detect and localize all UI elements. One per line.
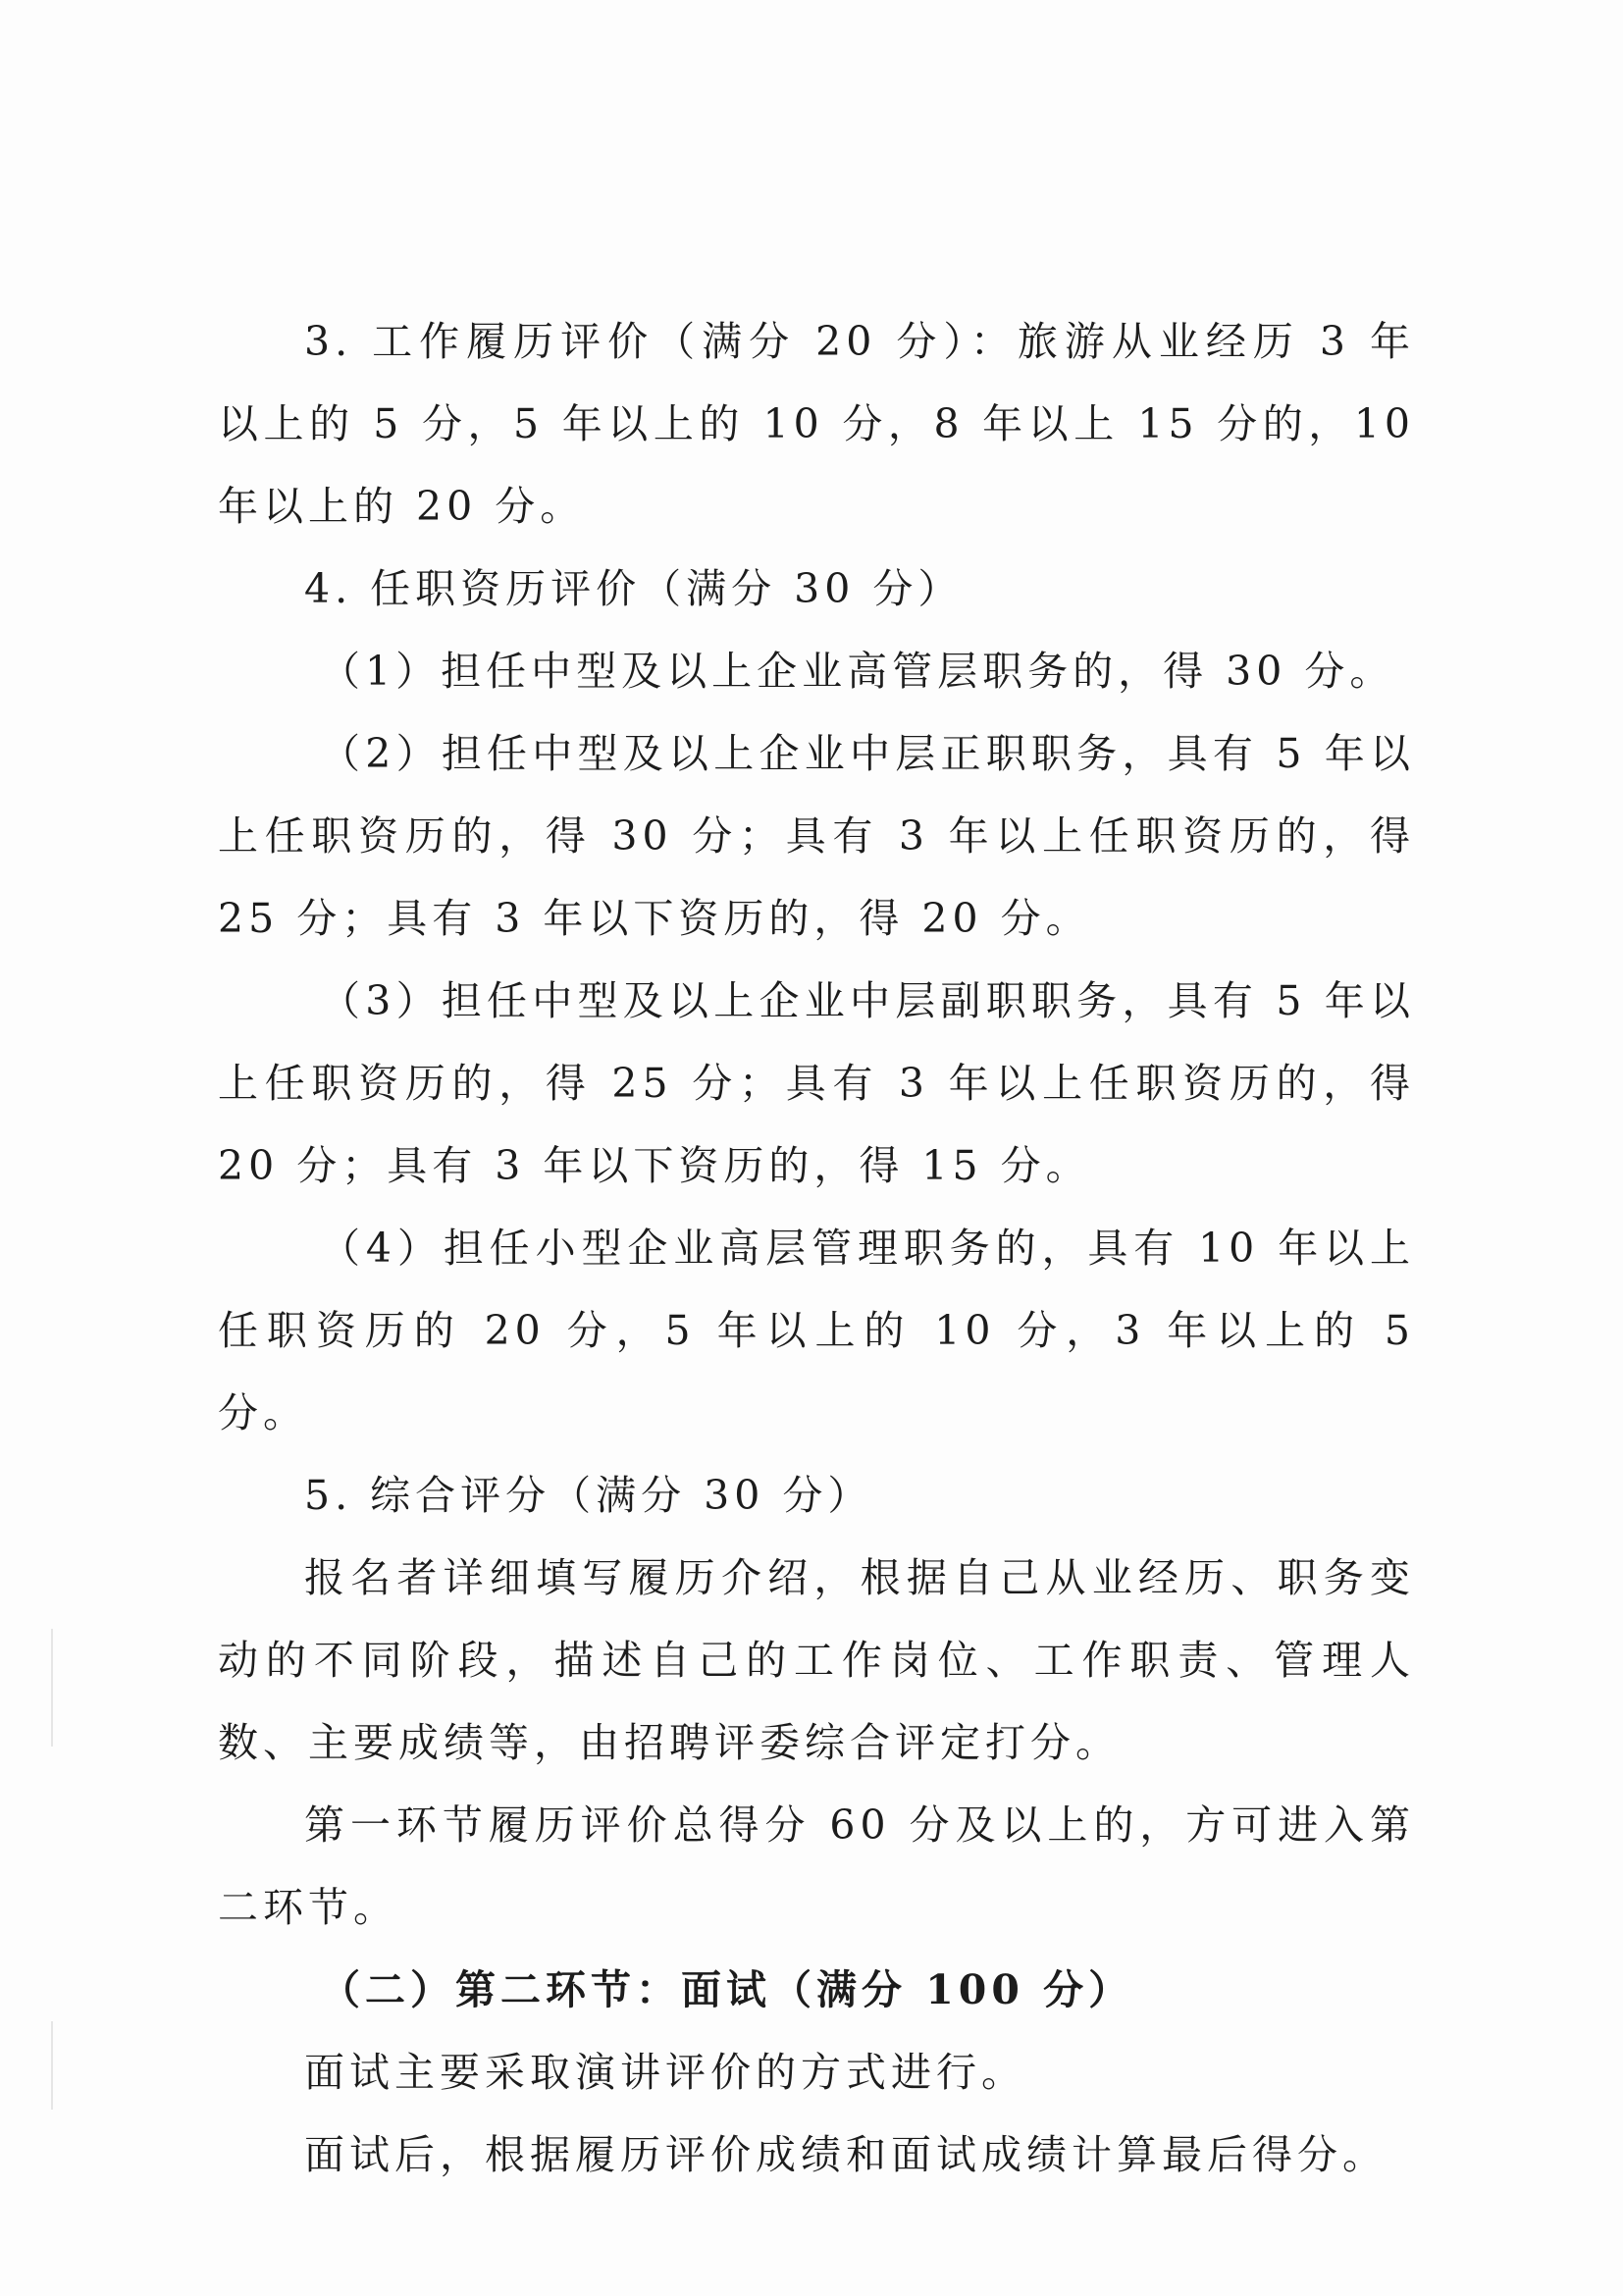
scan-edge-mark — [51, 2021, 53, 2110]
paragraph-item-3: （3）担任中型及以上企业中层副职职务，具有 5 年以上任职资历的，得 25 分；具有 3 年以上任职资历的，得 20 分；具有 3 年以下资历的，得 15 分。 — [218, 977, 1415, 1189]
paragraph-item-1: （1）担任中型及以上企业高管层职务的，得 30 分。 — [320, 648, 1395, 695]
paragraph-work-history-score: 3. 工作履历评价（满分 20 分）：旅游从业经历 3 年以上的 5 分，5 年以上的 10 分，8 年以上 15 分的，10 年以上的 20 分。 — [218, 318, 1415, 530]
paragraph-position-history-heading: 4. 任职资历评价（满分 30 分） — [304, 565, 964, 612]
paragraph-first-stage-threshold: 第一环节履历评价总得分 60 分及以上的，方可进入第二环节。 — [218, 1801, 1415, 1931]
paragraph-comprehensive-score-body: 报名者详细填写履历介绍，根据自己从业经历、职务变动的不同阶段，描述自己的工作岗位、工作职责、管理人数、主要成绩等，由招聘评委综合评定打分。 — [218, 1554, 1415, 1766]
scan-edge-mark — [51, 1629, 53, 1747]
paragraph-final-score: 面试后，根据履历评价成绩和面试成绩计算最后得分。 — [304, 2131, 1387, 2178]
paragraph-interview-method: 面试主要采取演讲评价的方式进行。 — [304, 2049, 1026, 2096]
paragraph-comprehensive-score-heading: 5. 综合评分（满分 30 分） — [304, 1472, 873, 1519]
section-heading-interview: （二）第二环节：面试（满分 100 分） — [320, 1966, 1134, 2013]
document-body — [218, 300, 1415, 2196]
paragraph-item-2: （2）担任中型及以上企业中层正职职务，具有 5 年以上任职资历的，得 30 分；具有 3 年以上任职资历的，得 25 分；具有 3 年以下资历的，得 20 分。 — [218, 730, 1415, 942]
paragraph-item-4: （4）担任小型企业高层管理职务的，具有 10 年以上任职资历的 20 分，5 年以上的 10 分，3 年以上的 5 分。 — [218, 1225, 1415, 1436]
